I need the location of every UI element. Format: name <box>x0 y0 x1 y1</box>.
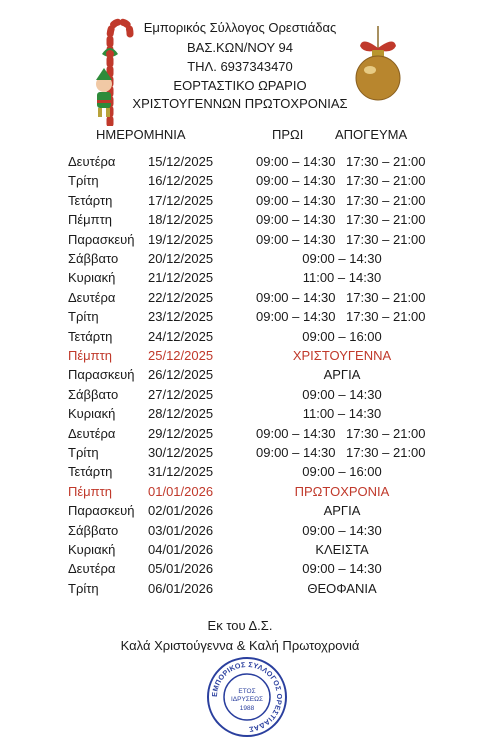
table-row <box>0 173 480 192</box>
row-morning-hours: 09:00 – 14:30 <box>256 192 336 208</box>
table-row <box>0 193 480 212</box>
seal-line-1: ΕΤΟΣ <box>238 688 256 695</box>
row-hours: ΑΡΓΙΑ <box>323 503 361 519</box>
table-row <box>0 290 480 309</box>
row-morning-hours: 09:00 – 14:30 <box>256 231 336 247</box>
row-date: 20/12/2025 <box>148 251 214 266</box>
row-date: 30/12/2025 <box>148 445 214 460</box>
row-hours: 11:00 – 14:30 <box>302 270 382 286</box>
row-date: 15/12/2025 <box>148 154 214 169</box>
table-row <box>0 329 480 348</box>
row-date: 23/12/2025 <box>148 309 214 325</box>
table-row <box>0 561 480 580</box>
row-day: Σάββατο <box>68 386 119 402</box>
row-afternoon-hours: 17:30 – 21:00 <box>346 231 426 247</box>
row-day: Κυριακή <box>68 406 116 422</box>
row-afternoon-hours: 17:30 – 21:00 <box>346 309 426 325</box>
table-row <box>0 212 480 231</box>
row-date: 31/12/2025 <box>148 464 214 480</box>
row-hours: 09:00 – 14:30 <box>302 561 382 577</box>
table-row <box>0 367 480 386</box>
title-line-1: ΕΟΡΤΑΣΤΙΚΟ ΩΡΑΡΙΟ <box>173 78 307 93</box>
row-day: Τετάρτη <box>68 192 113 208</box>
row-day: Κυριακή <box>68 270 116 286</box>
row-hours: ΠΡΩΤΟΧΡΟΝΙΑ <box>294 483 390 499</box>
table-row <box>0 309 480 328</box>
row-day: Σάββατο <box>68 251 119 266</box>
row-day: Τρίτη <box>68 309 99 325</box>
table-row <box>0 523 480 542</box>
table-row <box>0 232 480 251</box>
row-date: 18/12/2025 <box>148 212 214 228</box>
greeting-line: Καλά Χριστούγεννα & Καλή Πρωτοχρονιά <box>120 638 360 653</box>
row-day: Σάββατο <box>68 522 119 538</box>
seal-ring-text: ΕΜΠΟΡΙΚΟΣ ΣΥΛΛΟΓΟΣ ΟΡΕΣΤΙΑΔΑΣ <box>209 659 285 734</box>
row-date: 04/01/2026 <box>148 542 214 557</box>
row-date: 16/12/2025 <box>148 173 214 189</box>
row-hours: ΘΕΟΦΑΝΙΑ <box>307 580 377 596</box>
row-day: Κυριακή <box>68 542 116 557</box>
row-day: Δευτέρα <box>68 561 116 577</box>
row-morning-hours: 09:00 – 14:30 <box>256 212 336 228</box>
row-morning-hours: 09:00 – 14:30 <box>256 425 336 441</box>
row-date: 21/12/2025 <box>148 270 214 286</box>
row-date: 28/12/2025 <box>148 406 214 422</box>
table-row <box>0 154 480 173</box>
seal-year: 1988 <box>239 705 255 712</box>
row-day: Παρασκευή <box>68 367 135 383</box>
row-day: Παρασκευή <box>68 503 135 519</box>
seal-line-2: ΙΔΡΥΣΕΩΣ <box>230 696 264 703</box>
row-date: 24/12/2025 <box>148 328 214 344</box>
title-line-2: ΧΡΙΣΤΟΥΓΕΝΝΩΝ ΠΡΩΤΟΧΡΟΝΙΑΣ <box>132 96 348 111</box>
row-date: 22/12/2025 <box>148 289 214 305</box>
table-row <box>0 387 480 406</box>
row-afternoon-hours: 17:30 – 21:00 <box>346 173 426 189</box>
row-hours: 09:00 – 16:00 <box>302 328 382 344</box>
row-morning-hours: 09:00 – 14:30 <box>256 173 336 189</box>
row-day: Δευτέρα <box>68 425 116 441</box>
address: ΒΑΣ.ΚΩΝ/ΝΟΥ 94 <box>187 40 293 55</box>
row-afternoon-hours: 17:30 – 21:00 <box>346 289 426 305</box>
row-day: Τετάρτη <box>68 328 113 344</box>
table-row <box>0 581 480 600</box>
row-hours: ΑΡΓΙΑ <box>323 367 361 383</box>
row-date: 06/01/2026 <box>148 580 214 596</box>
row-day: Παρασκευή <box>68 231 135 247</box>
signature-line: Εκ του Δ.Σ. <box>207 618 273 633</box>
association-name: Εμπορικός Σύλλογος Ορεστιάδας <box>143 20 337 35</box>
row-date: 26/12/2025 <box>148 367 214 383</box>
row-date: 25/12/2025 <box>148 348 214 363</box>
row-day: Πέμπτη <box>68 212 113 228</box>
table-row <box>0 426 480 445</box>
row-day: Τρίτη <box>68 173 99 189</box>
row-day: Τρίτη <box>68 445 99 460</box>
row-date: 27/12/2025 <box>148 386 214 402</box>
row-hours: 09:00 – 14:30 <box>302 386 382 402</box>
row-date: 19/12/2025 <box>148 231 214 247</box>
row-afternoon-hours: 17:30 – 21:00 <box>346 212 426 228</box>
row-afternoon-hours: 17:30 – 21:00 <box>346 154 426 169</box>
row-day: Πέμπτη <box>68 483 113 499</box>
column-header-afternoon: ΑΠΟΓΕΥΜΑ <box>335 127 408 142</box>
column-header-morning: ΠΡΩΙ <box>272 127 304 142</box>
table-row <box>0 251 480 270</box>
row-hours: 09:00 – 16:00 <box>302 464 382 480</box>
row-hours: 09:00 – 14:30 <box>302 522 382 538</box>
row-date: 05/01/2026 <box>148 561 214 577</box>
table-row <box>0 445 480 464</box>
row-morning-hours: 09:00 – 14:30 <box>256 445 336 460</box>
row-date: 17/12/2025 <box>148 192 214 208</box>
table-row <box>0 542 480 561</box>
table-row <box>0 464 480 483</box>
row-day: Δευτέρα <box>68 289 116 305</box>
row-morning-hours: 09:00 – 14:30 <box>256 289 336 305</box>
row-date: 01/01/2026 <box>148 483 214 499</box>
association-seal <box>206 656 288 738</box>
table-row <box>0 484 480 503</box>
table-row <box>0 348 480 367</box>
row-hours: ΧΡΙΣΤΟΥΓΕΝΝΑ <box>292 348 392 363</box>
row-date: 29/12/2025 <box>148 425 214 441</box>
table-row <box>0 503 480 522</box>
phone: ΤΗΛ. 6937343470 <box>187 59 293 74</box>
row-day: Τρίτη <box>68 580 99 596</box>
row-day: Δευτέρα <box>68 154 116 169</box>
row-morning-hours: 09:00 – 14:30 <box>256 309 336 325</box>
row-afternoon-hours: 17:30 – 21:00 <box>346 445 426 460</box>
row-morning-hours: 09:00 – 14:30 <box>256 154 336 169</box>
row-hours: ΚΛΕΙΣΤΑ <box>315 542 369 557</box>
row-day: Τετάρτη <box>68 464 113 480</box>
row-hours: 11:00 – 14:30 <box>302 406 382 422</box>
row-date: 02/01/2026 <box>148 503 214 519</box>
row-afternoon-hours: 17:30 – 21:00 <box>346 425 426 441</box>
row-date: 03/01/2026 <box>148 522 214 538</box>
row-hours: 09:00 – 14:30 <box>302 251 382 266</box>
table-row <box>0 270 480 289</box>
row-day: Πέμπτη <box>68 348 113 363</box>
row-afternoon-hours: 17:30 – 21:00 <box>346 192 426 208</box>
column-header-date: ΗΜΕΡΟΜΗΝΙΑ <box>96 127 186 142</box>
table-row <box>0 406 480 425</box>
